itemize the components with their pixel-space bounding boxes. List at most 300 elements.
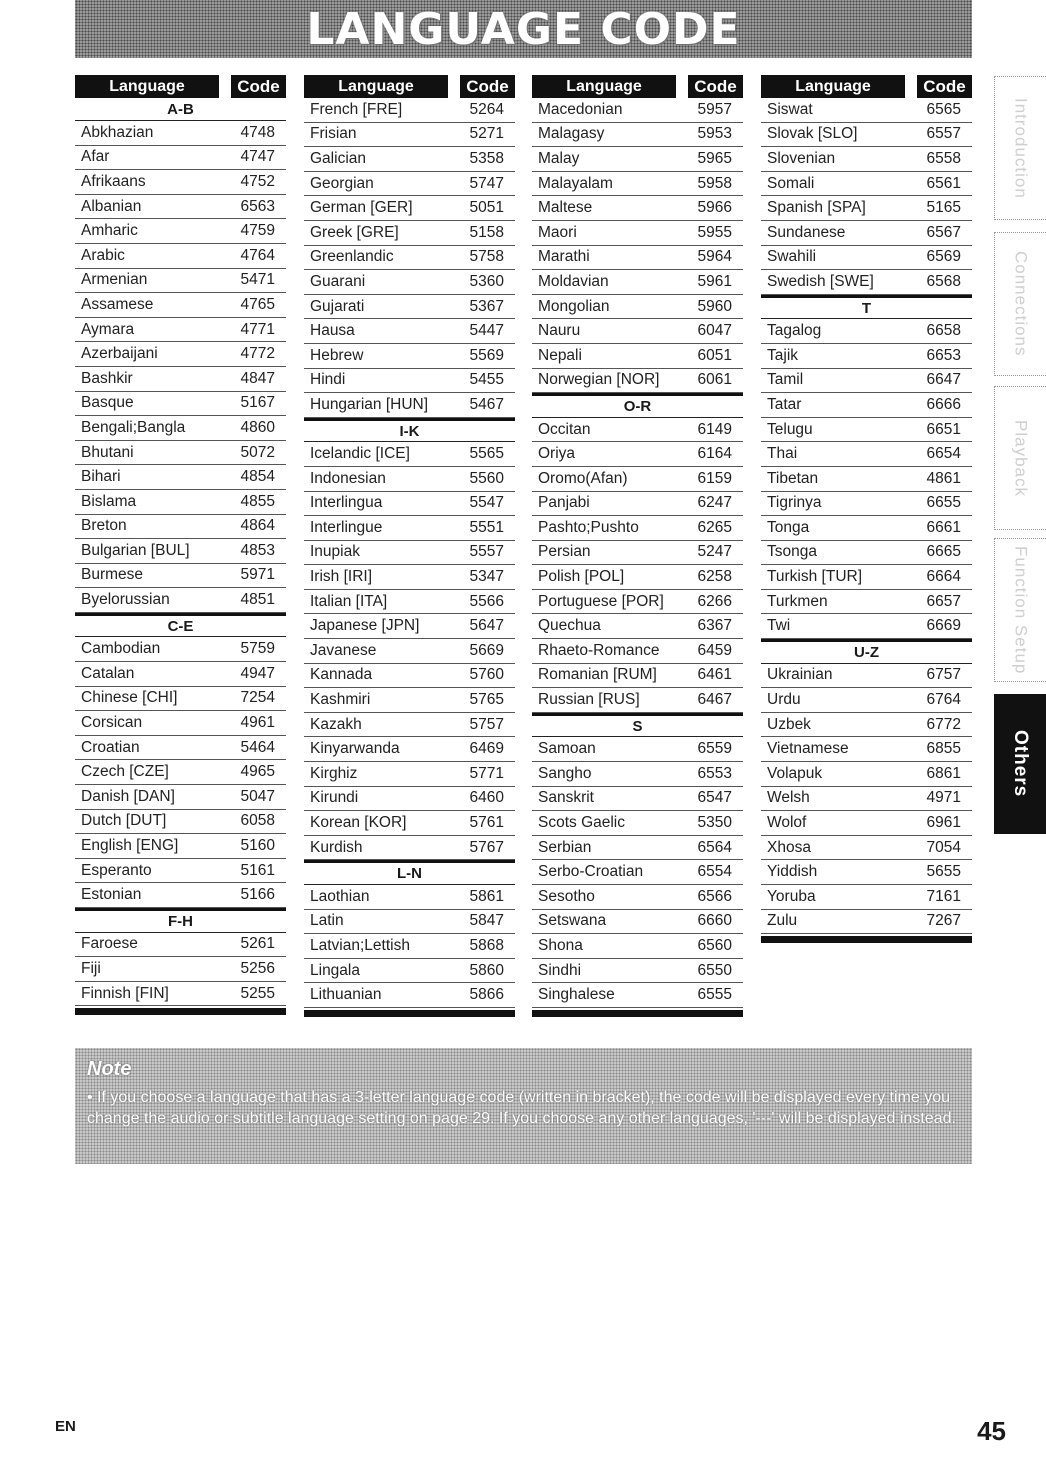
language-row: [75, 170, 286, 195]
code-header: Code: [231, 75, 286, 98]
language-row: [75, 564, 286, 589]
tab-function-setup[interactable]: [994, 538, 1046, 682]
language-row: [761, 836, 972, 861]
language-code: 5861: [469, 887, 504, 905]
language-code: 6664: [926, 568, 961, 586]
language-name: Greek [GRE]: [310, 223, 399, 241]
group-heading: S: [532, 713, 743, 738]
language-row: [304, 147, 515, 172]
language-code: 5761: [469, 814, 504, 832]
tab-introduction-label: Introduction: [1011, 97, 1031, 199]
language-row: [761, 319, 972, 344]
language-code: 5758: [469, 248, 504, 266]
code-header: Code: [460, 75, 515, 98]
language-row: [304, 590, 515, 615]
language-name: Ukrainian: [767, 666, 833, 684]
language-name: Fiji: [81, 959, 101, 977]
language-row: [304, 516, 515, 541]
language-name: Shona: [538, 936, 583, 954]
language-name: Finnish [FIN]: [81, 984, 169, 1002]
language-name: Kurdish: [310, 838, 363, 856]
language-name: Mongolian: [538, 297, 610, 315]
language-row: [304, 664, 515, 689]
language-name: Persian: [538, 543, 591, 561]
language-code: 6553: [697, 764, 732, 782]
language-name: Twi: [767, 617, 791, 635]
language-code: 6367: [697, 617, 732, 635]
language-name: Kinyarwanda: [310, 740, 400, 758]
language-row: [75, 834, 286, 859]
language-row: [304, 246, 515, 271]
language-code: 5953: [697, 125, 732, 143]
language-row: [75, 367, 286, 392]
language-name: Tonga: [767, 518, 810, 536]
language-row: [304, 123, 515, 148]
group-heading: A-B: [75, 98, 286, 121]
language-code: 6669: [926, 617, 961, 635]
language-name: Tibetan: [767, 469, 819, 487]
language-name: Guarani: [310, 272, 366, 290]
language-row: [761, 344, 972, 369]
language-code: 5955: [697, 223, 732, 241]
language-code: 6149: [697, 420, 732, 438]
language-code: 4772: [240, 345, 275, 363]
language-name: Occitan: [538, 420, 591, 438]
language-name: Slovenian: [767, 149, 836, 167]
language-code: 5565: [469, 445, 504, 463]
group-heading: U-Z: [761, 639, 972, 664]
language-code: 6460: [469, 789, 504, 807]
language-name: Welsh: [767, 789, 810, 807]
language-row: [532, 442, 743, 467]
language-name: Georgian: [310, 174, 374, 192]
language-row: [761, 811, 972, 836]
language-row: [532, 98, 743, 123]
language-code: 6658: [926, 322, 961, 340]
language-row: [761, 467, 972, 492]
language-code: 6855: [926, 740, 961, 758]
language-row: [532, 467, 743, 492]
language-code: 6647: [926, 371, 961, 389]
language-row: [532, 541, 743, 566]
language-name: Panjabi: [538, 494, 590, 512]
language-name: Interlingua: [310, 494, 383, 512]
language-code: 5757: [469, 715, 504, 733]
language-row: [75, 441, 286, 466]
language-name: Telugu: [767, 420, 813, 438]
language-code: 4860: [240, 418, 275, 436]
language-code: 5847: [469, 912, 504, 930]
language-row: [532, 664, 743, 689]
language-code: 5261: [240, 935, 275, 953]
language-row: [75, 711, 286, 736]
language-row: [304, 393, 515, 418]
language-name: Amharic: [81, 222, 138, 240]
language-code: 5255: [240, 984, 275, 1002]
language-row: [532, 221, 743, 246]
language-code: 4947: [240, 664, 275, 682]
language-code: 5051: [469, 199, 504, 217]
language-code: 6564: [697, 838, 732, 856]
language-name: Portuguese [POR]: [538, 592, 664, 610]
language-row: [304, 196, 515, 221]
language-name: Latin: [310, 912, 344, 930]
language-row: [532, 147, 743, 172]
tab-others[interactable]: [994, 694, 1046, 834]
language-row: [304, 319, 515, 344]
language-code: 5047: [240, 787, 275, 805]
language-code: 5966: [697, 199, 732, 217]
language-code: 4971: [926, 789, 961, 807]
group-heading: C-E: [75, 613, 286, 638]
language-name: Latvian;Lettish: [310, 936, 410, 954]
language-row: [304, 172, 515, 197]
tab-function-setup-label: Function Setup: [1011, 545, 1031, 675]
language-code: 7054: [926, 838, 961, 856]
language-code: 5471: [240, 271, 275, 289]
language-code: 6560: [697, 936, 732, 954]
language-name: Yiddish: [767, 863, 818, 881]
language-code: 6266: [697, 592, 732, 610]
language-code: 4853: [240, 541, 275, 559]
language-code: 6058: [240, 812, 275, 830]
tab-playback[interactable]: [994, 386, 1046, 530]
language-row: [761, 492, 972, 517]
language-name: Maltese: [538, 199, 593, 217]
language-name: Kirghiz: [310, 764, 358, 782]
language-code: 5161: [240, 861, 275, 879]
language-name: Gujarati: [310, 297, 365, 315]
language-name: Somali: [767, 174, 815, 192]
language-code: 6558: [926, 149, 961, 167]
language-code: 6653: [926, 346, 961, 364]
language-name: Uzbek: [767, 715, 811, 733]
language-row: [532, 614, 743, 639]
language-name: Esperanto: [81, 861, 152, 879]
language-name: Pashto;Pushto: [538, 518, 639, 536]
language-code: 6164: [697, 445, 732, 463]
language-name: Sundanese: [767, 223, 846, 241]
language-name: Danish [DAN]: [81, 787, 175, 805]
language-name: Bengali;Bangla: [81, 418, 186, 436]
language-row: [304, 713, 515, 738]
language-row: [532, 516, 743, 541]
language-row: [75, 982, 286, 1007]
language-name: Corsican: [81, 714, 143, 732]
language-code: 4861: [926, 469, 961, 487]
language-code: 6764: [926, 691, 961, 709]
language-name: Greenlandic: [310, 248, 394, 266]
language-name: Wolof: [767, 814, 807, 832]
language-row: [75, 539, 286, 564]
language-row: [304, 614, 515, 639]
language-name: Kashmiri: [310, 691, 371, 709]
language-name: Thai: [767, 445, 798, 463]
language-name: Arabic: [81, 246, 125, 264]
tab-introduction[interactable]: [994, 76, 1046, 220]
language-column-3: [532, 75, 743, 1017]
language-name: Hausa: [310, 322, 355, 340]
language-code: 5350: [697, 814, 732, 832]
language-name: Volapuk: [767, 764, 823, 782]
language-name: Byelorussian: [81, 591, 170, 609]
language-row: [761, 98, 972, 123]
language-code: 6665: [926, 543, 961, 561]
language-name: Cambodian: [81, 640, 161, 658]
language-row: [532, 811, 743, 836]
language-name: Interlingue: [310, 518, 383, 536]
language-code: 5958: [697, 174, 732, 192]
language-row: [75, 318, 286, 343]
language-row: [532, 983, 743, 1008]
language-code: 4854: [240, 468, 275, 486]
language-code: 5860: [469, 961, 504, 979]
language-row: [532, 639, 743, 664]
language-name: German [GER]: [310, 199, 413, 217]
language-name: Estonian: [81, 886, 142, 904]
note-text: • If you choose a language that has a 3-letter language code (written in bracket), the code will be displayed every time you change the audio or subtitle language setting on page 29. If you choose any other languages, '---' will be displayed instead.: [87, 1089, 956, 1127]
language-name: Chinese [CHI]: [81, 689, 178, 707]
language-name: Assamese: [81, 295, 154, 313]
language-code: 5264: [469, 100, 504, 118]
language-row: [304, 270, 515, 295]
language-name: Tamil: [767, 371, 804, 389]
language-code: 7161: [926, 887, 961, 905]
language-name: Singhalese: [538, 986, 615, 1004]
language-row: [532, 910, 743, 935]
language-name: English [ENG]: [81, 837, 179, 855]
language-code: 5358: [469, 149, 504, 167]
language-row: [761, 860, 972, 885]
language-name: Romanian [RUM]: [538, 666, 657, 684]
language-code: 5367: [469, 297, 504, 315]
language-name: Sangho: [538, 764, 592, 782]
language-row: [761, 762, 972, 787]
language-code: 5447: [469, 322, 504, 340]
language-name: Bihari: [81, 468, 121, 486]
language-row: [75, 687, 286, 712]
language-code: 7254: [240, 689, 275, 707]
language-code: 6547: [697, 789, 732, 807]
language-name: Vietnamese: [767, 740, 849, 758]
language-row: [761, 737, 972, 762]
language-row: [532, 934, 743, 959]
language-name: Tigrinya: [767, 494, 822, 512]
language-name: Abkhazian: [81, 123, 154, 141]
language-name: Galician: [310, 149, 366, 167]
language-code: 5551: [469, 518, 504, 536]
language-code: 4961: [240, 714, 275, 732]
language-code: 5765: [469, 691, 504, 709]
language-name: Marathi: [538, 248, 590, 266]
language-row: [304, 983, 515, 1008]
language-name: Afrikaans: [81, 172, 146, 190]
language-name: Inupiak: [310, 543, 360, 561]
language-row: [75, 342, 286, 367]
language-row: [304, 442, 515, 467]
language-name: Laothian: [310, 887, 370, 905]
group-heading: O-R: [532, 393, 743, 418]
language-code: 6651: [926, 420, 961, 438]
language-code: 6565: [926, 100, 961, 118]
language-row: [75, 195, 286, 220]
language-row: [304, 762, 515, 787]
language-row: [75, 883, 286, 908]
code-header: Code: [917, 75, 972, 98]
language-code: 6561: [926, 174, 961, 192]
language-row: [75, 859, 286, 884]
language-row: [304, 221, 515, 246]
language-code: 5271: [469, 125, 504, 143]
language-row: [532, 959, 743, 984]
column-header: [761, 75, 972, 98]
language-name: Bhutani: [81, 443, 134, 461]
language-row: [75, 465, 286, 490]
footer-language: EN: [55, 1418, 76, 1435]
language-code: 6772: [926, 715, 961, 733]
language-name: Hindi: [310, 371, 346, 389]
code-header: Code: [688, 75, 743, 98]
language-code: 5566: [469, 592, 504, 610]
language-code: 5957: [697, 100, 732, 118]
language-row: [304, 787, 515, 812]
language-code: 6566: [697, 887, 732, 905]
language-code: 5655: [926, 863, 961, 881]
language-row: [532, 369, 743, 394]
language-name: Kannada: [310, 666, 373, 684]
language-name: Tsonga: [767, 543, 817, 561]
language-name: Javanese: [310, 641, 377, 659]
language-row: [304, 492, 515, 517]
language-code: 5961: [697, 272, 732, 290]
language-name: Frisian: [310, 125, 357, 143]
language-code: 5547: [469, 494, 504, 512]
column-end-rule: [761, 936, 972, 943]
language-row: [761, 590, 972, 615]
language-code: 6657: [926, 592, 961, 610]
column-end-rule: [532, 1010, 743, 1017]
column-end-rule: [75, 1008, 286, 1015]
language-column-4: [761, 75, 972, 943]
language-code: 6247: [697, 494, 732, 512]
language-name: Turkish [TUR]: [767, 568, 863, 586]
language-name: Samoan: [538, 740, 596, 758]
language-row: [304, 295, 515, 320]
language-row: [304, 811, 515, 836]
language-row: [304, 688, 515, 713]
tab-others-label: Others: [1010, 730, 1031, 798]
language-name: Japanese [JPN]: [310, 617, 420, 635]
language-code: 6961: [926, 814, 961, 832]
language-name: Sanskrit: [538, 789, 594, 807]
language-code: 5560: [469, 469, 504, 487]
language-name: Siswat: [767, 100, 813, 118]
language-row: [761, 270, 972, 295]
language-row: [75, 293, 286, 318]
language-name: Rhaeto-Romance: [538, 641, 660, 659]
language-name: Korean [KOR]: [310, 814, 407, 832]
language-row: [304, 541, 515, 566]
language-row: [761, 246, 972, 271]
language-row: [761, 196, 972, 221]
language-code: 6459: [697, 641, 732, 659]
language-row: [75, 416, 286, 441]
language-code: 6554: [697, 863, 732, 881]
language-code: 5767: [469, 838, 504, 856]
language-row: [75, 146, 286, 171]
language-name: Sesotho: [538, 887, 595, 905]
language-name: Nauru: [538, 322, 581, 340]
language-row: [532, 270, 743, 295]
language-row: [761, 516, 972, 541]
language-code: 6557: [926, 125, 961, 143]
language-code: 4851: [240, 591, 275, 609]
language-row: [761, 688, 972, 713]
language-code: 4747: [240, 148, 275, 166]
language-column-2: [304, 75, 515, 1017]
language-code: 6655: [926, 494, 961, 512]
language-name: Norwegian [NOR]: [538, 371, 660, 389]
tab-connections[interactable]: [994, 232, 1046, 376]
column-end-rule: [304, 1010, 515, 1017]
language-column-1: [75, 75, 286, 1015]
language-name: Polish [POL]: [538, 568, 625, 586]
language-row: [761, 614, 972, 639]
language-row: [532, 885, 743, 910]
language-row: [761, 910, 972, 935]
language-row: [532, 590, 743, 615]
language-row: [761, 393, 972, 418]
language-row: [532, 860, 743, 885]
language-row: [532, 319, 743, 344]
language-header: Language: [532, 75, 676, 98]
language-code: 5166: [240, 886, 275, 904]
language-row: [532, 344, 743, 369]
language-name: Indonesian: [310, 469, 386, 487]
page-number: 45: [977, 1416, 1006, 1446]
language-code: 6757: [926, 666, 961, 684]
language-code: 4752: [240, 172, 275, 190]
group-heading: I-K: [304, 418, 515, 443]
language-row: [761, 787, 972, 812]
note-title: Note: [87, 1058, 132, 1080]
language-row: [75, 490, 286, 515]
language-header: Language: [75, 75, 219, 98]
language-row: [532, 836, 743, 861]
language-code: 6258: [697, 568, 732, 586]
language-code: 6567: [926, 223, 961, 241]
language-code: 5866: [469, 986, 504, 1004]
language-name: Kazakh: [310, 715, 362, 733]
language-code: 5669: [469, 641, 504, 659]
language-name: Scots Gaelic: [538, 814, 626, 832]
language-name: Malay: [538, 149, 580, 167]
language-code: 6461: [697, 666, 732, 684]
language-name: Spanish [SPA]: [767, 199, 866, 217]
language-row: [761, 123, 972, 148]
language-code: 5557: [469, 543, 504, 561]
language-code: 4764: [240, 246, 275, 264]
language-code: 5467: [469, 395, 504, 413]
language-name: Tagalog: [767, 322, 822, 340]
language-code: 6559: [697, 740, 732, 758]
language-name: Bashkir: [81, 369, 133, 387]
language-header: Language: [761, 75, 905, 98]
language-row: [75, 121, 286, 146]
language-code: 6661: [926, 518, 961, 536]
language-row: [304, 737, 515, 762]
language-code: 5759: [240, 640, 275, 658]
